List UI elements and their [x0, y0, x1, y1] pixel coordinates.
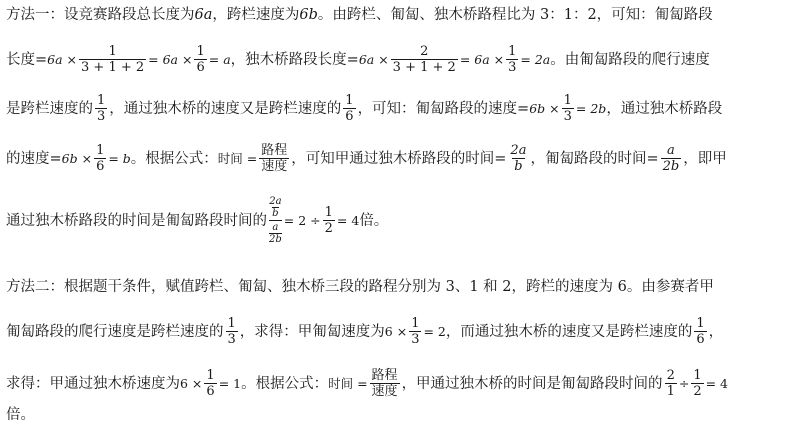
m2-fraction-two-over-one: $\frac{2}{1}$	[666, 368, 675, 399]
formula-time-label: 时间 =	[217, 150, 258, 166]
speed-ratio-text-a: 是跨栏速度的	[6, 100, 93, 117]
method1-line5	[6, 196, 794, 245]
fraction-2-over-6sum: $\frac{2}{3 + 1 + 2}$	[392, 44, 456, 75]
ratio-text: 。由跨栏、匍匐、独木桥路程比为 3：1：2，可知：匍匐路段	[317, 7, 713, 23]
bridge-speed-result: = b	[108, 150, 131, 166]
m2-fraction-one-sixth: $\frac{1}{6}$	[696, 316, 705, 347]
method2-line4	[6, 406, 794, 424]
m2-formula-time-label: 时间 =	[328, 375, 368, 391]
crawl-time-label: ，匍匐路段的时间=	[530, 150, 659, 167]
method2-line3	[6, 368, 794, 399]
m2-crawl-speed-result: = 2	[423, 323, 446, 339]
ratio-calc-a: = 2 ÷	[283, 212, 321, 228]
formula-distance-over-speed: $\frac{\text{路程}}{\text{速度}}$	[261, 143, 288, 174]
crawl-length-expr-a: 6a ×	[47, 51, 78, 67]
method1-line3	[6, 93, 794, 124]
m2-bridge-ratio-text: ，而通过独木桥的速度又是跨栏速度的	[445, 323, 693, 340]
compound-fraction-bar	[269, 220, 282, 221]
bridge-length-label: ，独木桥路段长度=	[230, 51, 359, 68]
compound-numerator: 2a b	[269, 196, 282, 219]
crawl-speed-label: ，可知：匍匐路段的速度=	[357, 100, 530, 117]
method2-intro-text: 方法二：根据题干条件，赋值跨栏、匍匐、独木桥三段的路程分别为 3、1 和 2，跨栏的速度为 6。由参赛者甲	[6, 279, 714, 295]
m2-fraction-one-third: $\frac{1}{3}$	[227, 316, 236, 347]
m2-time-ratio-text: ，甲通过独木桥的时间是匍匐路段时间的	[401, 375, 663, 392]
crawl-length-expr-b: = 6a ×	[148, 51, 193, 67]
fraction-one-half: $\frac{1}{2}$	[324, 205, 333, 236]
method1-line1	[6, 6, 794, 24]
m2-crawl-ratio-text: 匍匐路段的爬行速度是跨栏速度的	[6, 323, 224, 340]
fraction-one-sixth-b: $\frac{1}{6}$	[96, 143, 105, 174]
m2-divide-sign: ÷	[678, 375, 690, 391]
m2-bridge-speed-label: 求得：甲通过独木桥速度为	[6, 375, 180, 392]
bridge-length-result: = 2a	[520, 51, 551, 67]
m2-bridge-speed-expr: 6 ×	[180, 375, 203, 391]
fraction-one-third: $\frac{1}{3}$	[97, 93, 106, 124]
crawl-length-result: = a	[208, 51, 231, 67]
crawl-speed-result: = 2b	[575, 100, 607, 116]
m2-bridge-speed-result: = 1	[218, 375, 242, 391]
crawl-speed-intro: 。由匍匐路段的爬行速度	[550, 51, 710, 68]
method1-intro-text: 方法一：设竞赛路段总长度为	[6, 7, 195, 23]
bridge-speed-label: 的速度=	[6, 150, 62, 167]
m2-formula-intro: 。根据公式：	[241, 375, 329, 392]
crawl-length-label: 长度=	[6, 51, 48, 68]
m2-fraction-one-third-b: $\frac{1}{3}$	[411, 316, 420, 347]
method2-line1	[6, 278, 794, 296]
method1-line4	[6, 143, 794, 174]
fraction-1-over-6: $\frac{1}{6}$	[196, 44, 205, 75]
m2-crawl-speed-expr: 6 ×	[384, 323, 408, 339]
method1-line2	[6, 44, 794, 75]
hurdle-speed-text: ，跨栏速度为	[212, 7, 300, 23]
bridge-time-label: ，可知甲通过独木桥路段的时间=	[291, 150, 507, 167]
compound-denominator: a 2b	[269, 222, 282, 245]
bridge-time-fraction: $\frac{2a}{b}$	[510, 143, 527, 174]
m2-crawl-speed-label: ，求得：甲匍匐速度为	[239, 323, 385, 340]
compound-fraction	[269, 196, 282, 245]
crawl-time-fraction: $\frac{a}{2b}$	[662, 143, 680, 174]
bridge-speed-expr: 6b ×	[61, 150, 93, 166]
time-ratio-text: 通过独木桥路段的时间是匍匐路段时间的	[6, 212, 267, 229]
m2-formula-distance-over-speed: $\frac{\text{路程}}{\text{速度}}$	[371, 368, 398, 399]
m2-fraction-one-sixth-b: $\frac{1}{6}$	[206, 368, 215, 399]
m2-ratio-result: = 4	[705, 375, 729, 391]
bridge-length-expr-a: 6a ×	[358, 51, 389, 67]
hurdle-speed-expr: 6b	[299, 7, 318, 23]
fraction-1-over-6sum: $\frac{1}{3 + 1 + 2}$	[81, 44, 145, 75]
fraction-one-third-b: $\frac{1}{3}$	[563, 93, 572, 124]
fraction-one-sixth: $\frac{1}{6}$	[345, 93, 354, 124]
total-length-expr: 6a	[194, 7, 213, 23]
m2-fraction-one-half: $\frac{1}{2}$	[693, 368, 702, 399]
m2-comma: ，	[708, 323, 724, 340]
formula-intro: 。根据公式：	[130, 150, 218, 167]
speed-ratio-text-b: ，通过独木桥的速度又是跨栏速度的	[109, 100, 342, 117]
conclusion-intro: ，即甲	[683, 150, 727, 167]
fraction-1-over-3: $\frac{1}{3}$	[508, 44, 517, 75]
bridge-speed-intro: ，通过独木桥路段	[606, 100, 723, 117]
ratio-result: = 4	[336, 212, 360, 228]
bridge-length-expr-b: = 6a ×	[459, 51, 505, 67]
m2-times-suffix: 倍。	[6, 407, 35, 423]
method2-line2	[6, 316, 794, 347]
crawl-speed-expr: 6b ×	[529, 100, 560, 116]
times-suffix: 倍。	[359, 212, 389, 229]
